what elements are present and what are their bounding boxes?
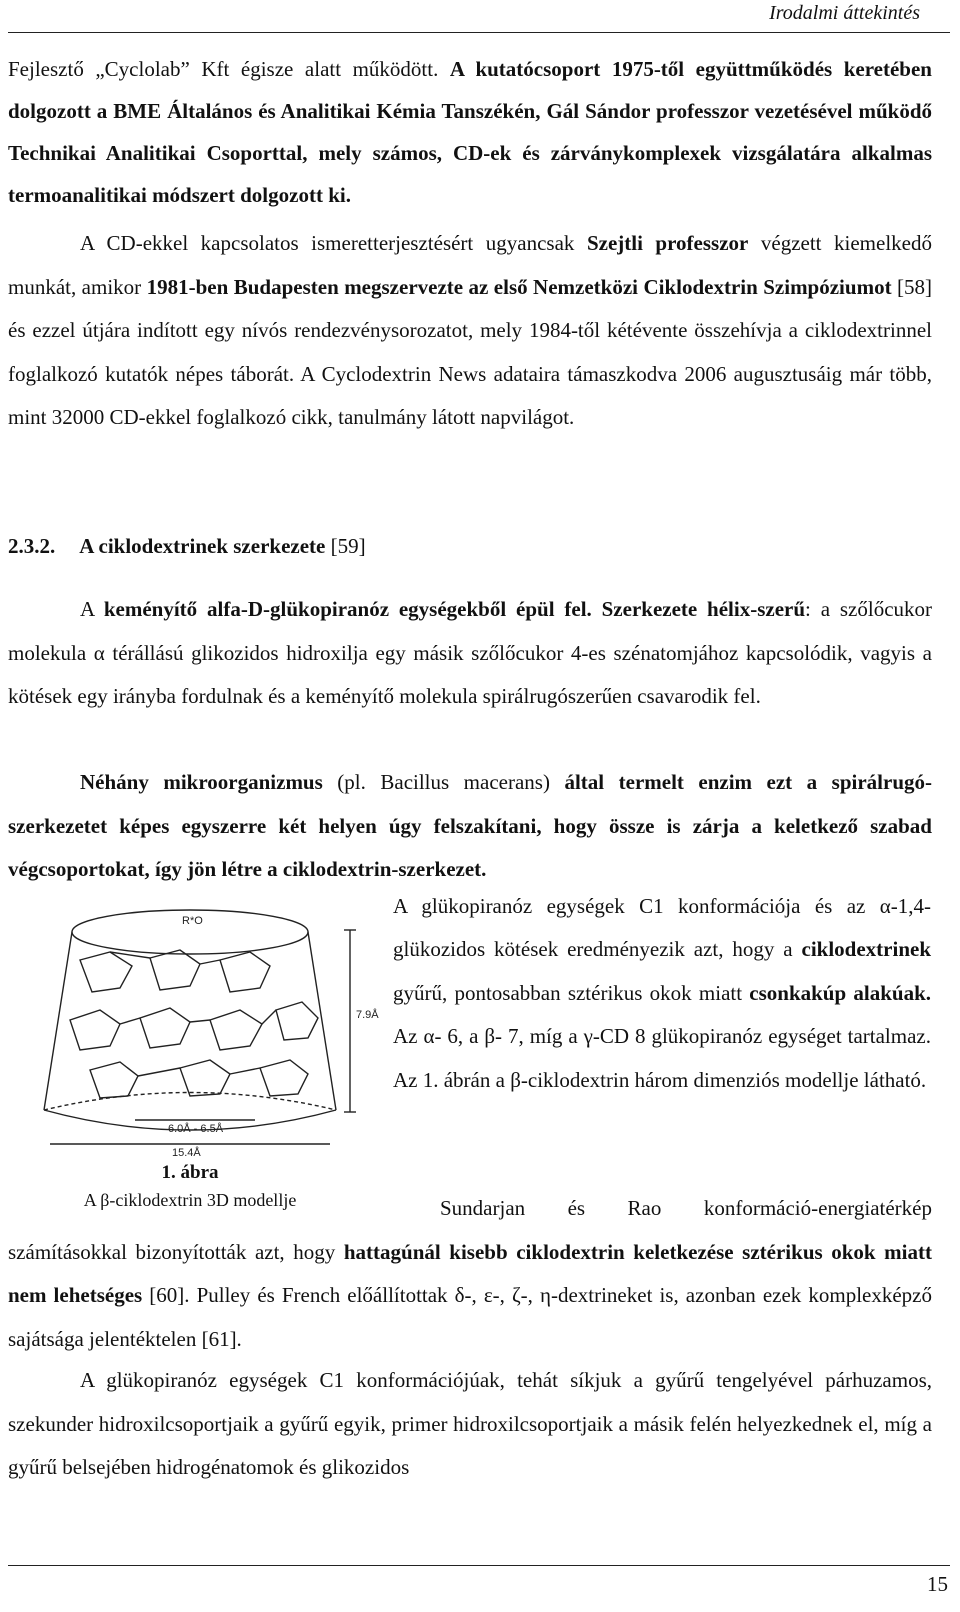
para2-bold-b: Szejtli professzor — [586, 231, 749, 255]
section-ref: [59] — [325, 534, 366, 558]
para5-bold-d: csonkakúp alakúak. — [749, 980, 932, 1005]
para3-text-c: : a szőlőcukor molekula α térállású glikozidos hidroxilja egy másik szőlőcukor 4-es szénatomjához kapcsolódik, vagyis a kötések egy irányba fordulnak és a keményítő molekula spirálrugószerűen csavarodik fel. — [8, 597, 933, 708]
running-header: Irodalmi áttekintés — [769, 2, 920, 24]
para7-text: A glükopiranóz egységek C1 konformációjúak, tehát síkjuk a gyűrű tengelyével párhuzamos, szekunder hidroxilcsoportjaik a gyűrű egyik, primer hidroxilcsoportjaik a másik felén helyezkednek el, míg a gyűrű belsejében hidrogénatomok és glikozidos — [8, 1368, 932, 1479]
para3-text-a: A — [80, 597, 104, 621]
para2-text-a: A CD-ekkel kapcsolatos ismeretterjesztésért ugyancsak — [80, 231, 587, 255]
section-heading — [8, 530, 366, 562]
footer-divider — [8, 1565, 950, 1566]
label-top: R*O — [182, 915, 203, 927]
para2-text-c: végzett kiemelkedő munkát, amikor — [8, 231, 932, 299]
label-inner: 6.0Å - 6.5Å — [168, 1123, 224, 1135]
para4-text-b: (pl. Bacillus macerans) — [322, 770, 565, 794]
paragraph-cyclolab — [8, 48, 932, 216]
cone-left-edge — [44, 932, 72, 1110]
paragraph-sundarjan — [8, 1187, 932, 1361]
figure-beta-cd-model — [40, 900, 380, 1230]
label-height: 7.9Å — [356, 1009, 379, 1021]
para6-bold-b: hattagúnál kisebb ciklodextrin keletkezése sztérikus okok miatt nem lehetséges — [8, 1239, 933, 1307]
label-outer: 15.4Å — [172, 1147, 201, 1159]
header-divider — [8, 32, 950, 33]
cone-diagram — [40, 900, 380, 1160]
paragraph-c1-conformation — [8, 1359, 932, 1490]
para1-text: Fejlesztő „Cyclolab” Kft égisze alatt működött. — [8, 57, 450, 81]
paragraph-enzyme — [8, 761, 932, 892]
para6-text-c: [60]. Pulley és French előállítottak δ-, ε-, ζ-, η-dextrineket is, azonban ezek komplexképző sajátsága jelentéktelen [61]. — [8, 1283, 932, 1351]
para5-text-c: gyűrű, pontosabban sztérikus okok miatt — [393, 980, 750, 1005]
paragraph-starch — [8, 588, 932, 719]
para3-bold-b: keményítő alfa-D-glükopiranóz egységekből épül fel. Szerkezete hélix-szerű — [103, 597, 806, 621]
paragraph-conformation — [393, 885, 931, 1102]
section-title: A ciklodextrinek szerkezete — [79, 534, 326, 558]
para4-bold-c: által termelt enzim ezt a spirálrugó-szerkezetet képes egyszerre két helyen úgy felszakítani, hogy össze is zárja a keletkező szabad végcsoportokat, így jön létre a ciklodextrin-szerkezet. — [8, 770, 933, 881]
section-number: 2.3.2. — [8, 534, 56, 558]
para2-text-e: [58] és ezzel útjára indított egy nívós rendezvénysorozatot, mely 1984-től kétévente összehívja a ciklodextrinnel foglalkozó kutatók népes táborát. A Cyclodextrin News adataira támaszkodva 2006 augusztusáig már több, mint 32000 CD-ekkel foglalkozó cikk, tanulmány látott napvilágot. — [8, 274, 932, 429]
cone-right-edge — [308, 932, 336, 1110]
para5-bold-b: ciklodextrinek — [801, 937, 931, 962]
para6-text-a: Sundarjan és Rao konformáció-energiatérkép számításokkal bizonyították azt, hogy — [8, 1196, 932, 1264]
page-number: 15 — [927, 1572, 948, 1596]
para4-bold-a: Néhány mikroorganizmus — [80, 770, 323, 794]
figure-caption-title: 1. ábra — [161, 1162, 219, 1183]
para5-text-a: A glükopiranóz egységek C1 konformációja és az α-1,4-glükozidos kötések eredményezik azt, hogy a — [393, 894, 931, 962]
para2-bold-d: 1981-ben Budapesten megszervezte az első Nemzetközi Ciklodextrin Szimpóziumot — [146, 274, 892, 299]
paragraph-szejtli — [8, 222, 932, 440]
figure-caption-subtitle: A β-ciklodextrin 3D modellje — [83, 1190, 297, 1210]
para1-bold-text: A kutatócsoport 1975-től együttműködés keretében dolgozott a BME Általános és Analitikai Kémia Tanszékén, Gál Sándor professzor vezetésével működő Technikai Analitikai Csoporttal, mely számos, CD-ek és zárványkomplexek vizsgálatára alkalmas termoanalitikai módszert dolgozott ki. — [8, 57, 932, 207]
para5-text-e: Az α- 6, a β- 7, míg a γ-CD 8 glükopiranóz egységet tartalmaz. Az 1. ábrán a β-ciklodextrin három dimenziós modellje látható. — [393, 1024, 931, 1092]
